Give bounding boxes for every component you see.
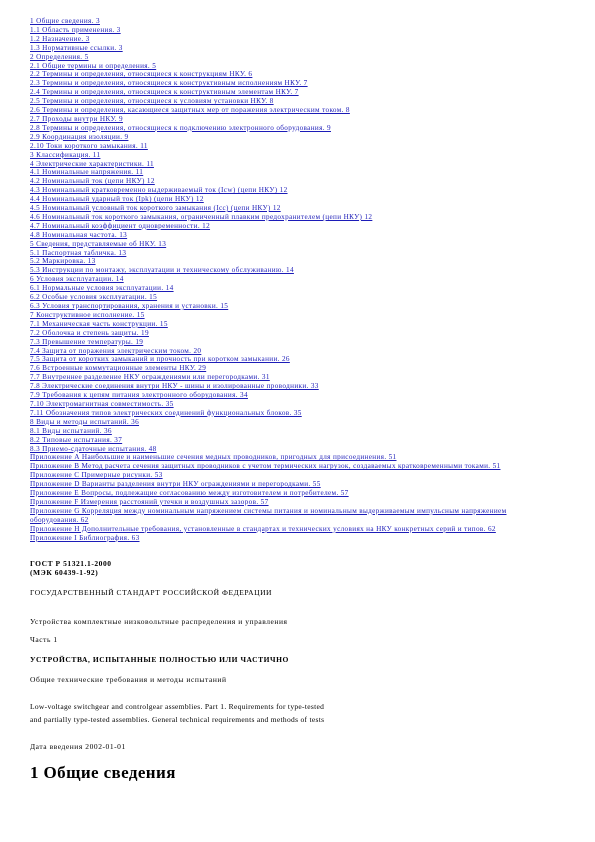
iec-code: (МЭК 60439-1-92) [30, 568, 99, 577]
toc-link[interactable]: 8.2 Типовые испытания. 37 [30, 435, 123, 444]
toc-link[interactable]: Приложение А Наибольшие и наименьшие сечения медных проводников, пригодных для присоединения. 51 [30, 453, 397, 462]
toc-link[interactable]: 7.6 Встроенные коммутационные элементы НКУ. 29 [30, 364, 207, 373]
toc-link[interactable]: 7.2 Оболочка и степень защиты. 19 [30, 328, 149, 337]
toc-link[interactable]: 7.11 Обозначения типов электрических соединений функциональных блоков. 35 [30, 408, 302, 417]
toc-link[interactable]: 2.3 Термины и определения, относящиеся к конструктивным исполнениям НКУ. 7 [30, 79, 308, 88]
standard-code: ГОСТ Р 51321.1-2000 [30, 559, 112, 568]
toc-link[interactable]: Приложение F Измерения расстояний утечки и воздушных зазоров. 57 [30, 497, 269, 506]
toc-link[interactable]: 2.7 Проходы внутри НКУ. 9 [30, 114, 123, 123]
english-title-line-2: and partially type-tested assemblies. General technical requirements and methods of tests [30, 715, 325, 724]
toc-link[interactable]: 7.4 Защита от поражения электрическим током. 20 [30, 346, 202, 355]
toc-link[interactable]: 1.1 Область применения. 3 [30, 25, 121, 34]
document-title: Устройства комплектные низковольтные распределения и управления [30, 617, 288, 626]
toc-link[interactable]: Приложение С Примерные рисунки. 53 [30, 471, 163, 480]
toc-link[interactable]: 3 Классификация. 11 [30, 150, 101, 159]
toc-link[interactable]: 6.3 Условия транспортирования, хранения и установки. 15 [30, 302, 229, 310]
toc-link[interactable]: 7.5 Защита от коротких замыканий и прочность при коротком замыкании. 26 [30, 355, 290, 364]
toc-link[interactable]: 7 Конструктивное исполнение. 15 [30, 310, 145, 319]
toc-link[interactable]: 4.6 Номинальный ток короткого замыкания, ограниченный плавким предохранителем (цепи НКУ) 12 [30, 212, 373, 221]
toc-link[interactable]: 7.9 Требования к цепям питания электронного оборудования. 34 [30, 391, 248, 400]
toc-link[interactable]: 8.1 Виды испытаний. 36 [30, 426, 112, 435]
toc-link[interactable]: 2.5 Термины и определения, относящиеся к условиям установки НКУ. 8 [30, 97, 274, 106]
toc-link[interactable]: 4.7 Номинальный коэффициент одновременности. 12 [30, 221, 211, 230]
table-of-contents [30, 17, 536, 542]
toc-link[interactable]: 8 Виды и методы испытаний. 36 [30, 417, 140, 426]
toc-link[interactable]: 4.2 Номинальный ток (цепи НКУ) 12 [30, 177, 155, 186]
toc-link[interactable]: 4.5 Номинальный условный ток короткого замыкания (Icc) (цепи НКУ) 12 [30, 204, 281, 213]
toc-link[interactable]: 7.7 Внутреннее разделение НКУ ограждениями или перегородками. 31 [30, 373, 270, 382]
toc-link[interactable]: 8.3 Приемо-сдаточные испытания. 48 [30, 444, 157, 453]
toc-link[interactable]: 2 Определения. 5 [30, 52, 89, 61]
toc-link[interactable]: 1 Общие сведения. 3 [30, 17, 100, 25]
toc-link[interactable]: 4 Электрические характеристики. 11 [30, 159, 154, 168]
toc-link[interactable]: Приложение В Метод расчета сечения защитных проводников с учетом термических нагрузок, создаваемых кратковременными токами. 51 [30, 462, 501, 471]
toc-link[interactable]: 5.3 Инструкции по монтажу, эксплуатации и техническому обслуживанию. 14 [30, 266, 294, 275]
english-title-line-1: Low-voltage switchgear and controlgear assemblies. Part 1. Requirements for type-tested [30, 702, 325, 711]
toc-link[interactable]: 5.2 Маркировка. 13 [30, 257, 96, 266]
effective-date: Дата введения 2002-01-01 [30, 742, 126, 751]
toc-link[interactable]: 4.8 Номинальная частота. 13 [30, 230, 128, 239]
toc-link[interactable]: 5 Сведения, представляемые об НКУ. 13 [30, 239, 167, 248]
toc-link[interactable]: 7.10 Электромагнитная совместимость. 35 [30, 399, 174, 408]
toc-link[interactable]: 7.3 Превышение температуры. 19 [30, 337, 144, 346]
toc-link[interactable]: 2.2 Термины и определения, относящиеся к конструкциям НКУ. 6 [30, 70, 253, 79]
toc-link[interactable]: 6.2 Особые условия эксплуатации. 15 [30, 293, 158, 302]
toc-link[interactable]: 7.8 Электрические соединения внутри НКУ - шины и изолированные проводники. 33 [30, 382, 319, 391]
toc-link[interactable]: 6.1 Нормальные условия эксплуатации. 14 [30, 284, 174, 293]
toc-link[interactable]: 2.9 Координация изоляции. 9 [30, 132, 129, 141]
toc-link[interactable]: 2.10 Токи короткого замыкания. 11 [30, 141, 148, 150]
toc-link[interactable]: 2.8 Термины и определения, относящиеся к подключению электронного оборудования. 9 [30, 123, 331, 132]
toc-link[interactable]: 4.1 Номинальные напряжения. 11 [30, 168, 144, 177]
toc-link[interactable]: Приложение I Библиография. 63 [30, 533, 140, 542]
toc-link[interactable]: 5.1 Паспортная табличка. 13 [30, 248, 127, 257]
toc-link[interactable]: Приложение Е Вопросы, подлежащие согласованию между изготовителем и потребителем. 57 [30, 489, 349, 498]
toc-link[interactable]: 6 Условия эксплуатации. 14 [30, 275, 124, 284]
toc-link[interactable]: 2.1 Общие термины и определения. 5 [30, 61, 157, 70]
toc-link[interactable]: Приложение Н Дополнительные требования, установленные в стандартах и технических условиях на НКУ конкретных серий и типов. 62 [30, 524, 496, 533]
toc-link[interactable]: 4.4 Номинальный ударный ток (Ipk) (цепи НКУ) 12 [30, 195, 204, 204]
toc-link[interactable]: Приложение D Варианты разделения внутри НКУ ограждениями и перегородками. 55 [30, 480, 321, 489]
toc-link[interactable]: 7.1 Механическая часть конструкции. 15 [30, 319, 168, 328]
document-subtitle-2: Общие технические требования и методы испытаний [30, 675, 227, 684]
document-part: Часть 1 [30, 635, 58, 644]
toc-link[interactable]: 4.3 Номинальный кратковременно выдерживаемый ток (Icw) (цепи НКУ) 12 [30, 186, 288, 195]
toc-link[interactable]: 1.2 Назначение. 3 [30, 34, 90, 43]
issuing-authority: ГОСУДАРСТВЕННЫЙ СТАНДАРТ РОССИЙСКОЙ ФЕДЕРАЦИИ [30, 588, 272, 597]
toc-link[interactable]: 2.6 Термины и определения, касающиеся защитных мер от поражения электрическим током. 8 [30, 106, 350, 115]
toc-link[interactable]: 1.3 Нормативные ссылки. 3 [30, 43, 123, 52]
section-heading: 1 Общие сведения [30, 763, 176, 782]
document-subtitle: УСТРОЙСТВА, ИСПЫТАННЫЕ ПОЛНОСТЬЮ ИЛИ ЧАСТИЧНО [30, 655, 289, 664]
toc-link[interactable]: Приложение G Корреляция между номинальным напряжением системы питания и номинальным выдерживаемым импульсным напряжением оборудования. 62 [30, 506, 507, 524]
toc-link[interactable]: 2.4 Термины и определения, относящиеся к конструктивным элементам НКУ. 7 [30, 88, 299, 97]
